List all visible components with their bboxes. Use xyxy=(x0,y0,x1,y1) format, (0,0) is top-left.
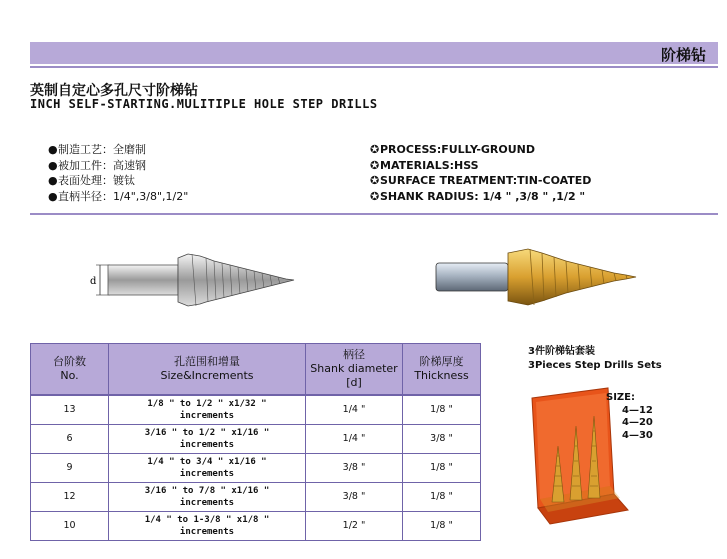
bullet-icon: ✪ xyxy=(370,143,380,156)
specs-cn-list xyxy=(48,142,188,204)
size-label: SIZE: xyxy=(606,392,636,403)
set-title-en: 3Pieces Step Drills Sets xyxy=(528,360,662,371)
table-row: 12 3/16 " to 7/8 " x1/16 " increments 3/8 " 1/8 " xyxy=(31,483,481,512)
dimension-label: d xyxy=(90,276,97,287)
table-row: 6 3/16 " to 1/2 " x1/16 " increments 1/4 " 3/8 " xyxy=(31,425,481,454)
col-header-shank: 柄径 Shank diameter [d] xyxy=(306,344,403,396)
bullet-icon: ● xyxy=(48,143,58,156)
table-header-row xyxy=(31,344,481,396)
size-value: 4—12 xyxy=(622,404,653,416)
specs-en-list xyxy=(370,142,591,204)
header-band xyxy=(30,42,718,64)
header-title: 阶梯钻 xyxy=(660,46,706,64)
size-value: 4—20 xyxy=(622,417,653,428)
gold-drill-steps xyxy=(508,249,636,305)
gold-drill-image xyxy=(432,237,652,317)
gold-drill-shank xyxy=(436,263,508,291)
spec-item: ✪PROCESS:FULLY-GROUND xyxy=(370,143,536,156)
size-value: 4—30 xyxy=(622,429,653,441)
spec-item: ●被加工件：高速钢 xyxy=(48,158,146,172)
spec-item: ✪MATERIALS:HSS xyxy=(370,158,479,172)
bullet-icon: ✪ xyxy=(370,189,380,203)
table-row: 9 1/4 " to 3/4 " x1/16 " increments 3/8 " 1/8 " xyxy=(31,454,481,483)
set-title xyxy=(528,345,662,373)
product-title-en: INCH SELF-STARTING.MULITIPLE HOLE STEP DRILLS xyxy=(30,97,378,111)
col-header-thickness: 阶梯厚度 Thickness xyxy=(403,344,481,396)
table-row: 10 1/4 " to 1-3/8 " x1/8 " increments 1/2 " 1/8 " xyxy=(31,512,481,541)
set-title-cn: 3件阶梯钻套装 xyxy=(528,346,595,357)
spec-item: ✪SURFACE TREATMENT:TIN-COATED xyxy=(370,174,592,187)
spec-item: ✪SHANK RADIUS: 1/4 " ,3/8 " ,1/2 " xyxy=(370,189,586,203)
bullet-icon: ✪ xyxy=(370,174,380,187)
bullet-icon: ● xyxy=(48,189,58,203)
spec-item: ●直柄半径：1/4",3/8",1/2" xyxy=(48,189,189,203)
bullet-icon: ● xyxy=(48,174,58,187)
spec-item: ●制造工艺：全磨制 xyxy=(48,143,146,156)
drill-shank xyxy=(108,265,178,295)
table-row: 13 1/8 " to 1/2 " x1/32 " increments 1/4 " 1/8 " xyxy=(31,395,481,425)
bullet-icon: ✪ xyxy=(370,158,380,172)
spec-item: ●表面处理：镀钛 xyxy=(48,174,135,187)
specs-divider xyxy=(30,213,718,215)
col-header-size: 孔范围和增量 Size&Increments xyxy=(109,344,306,396)
drill-diagram xyxy=(88,240,308,320)
bullet-icon: ● xyxy=(48,158,58,172)
size-list xyxy=(606,392,653,442)
product-title-cn: 英制自定心多孔尺寸阶梯钻 xyxy=(30,83,198,99)
header-divider xyxy=(30,66,718,68)
spec-table xyxy=(30,343,481,541)
col-header-no: 台阶数 No. xyxy=(31,344,109,396)
